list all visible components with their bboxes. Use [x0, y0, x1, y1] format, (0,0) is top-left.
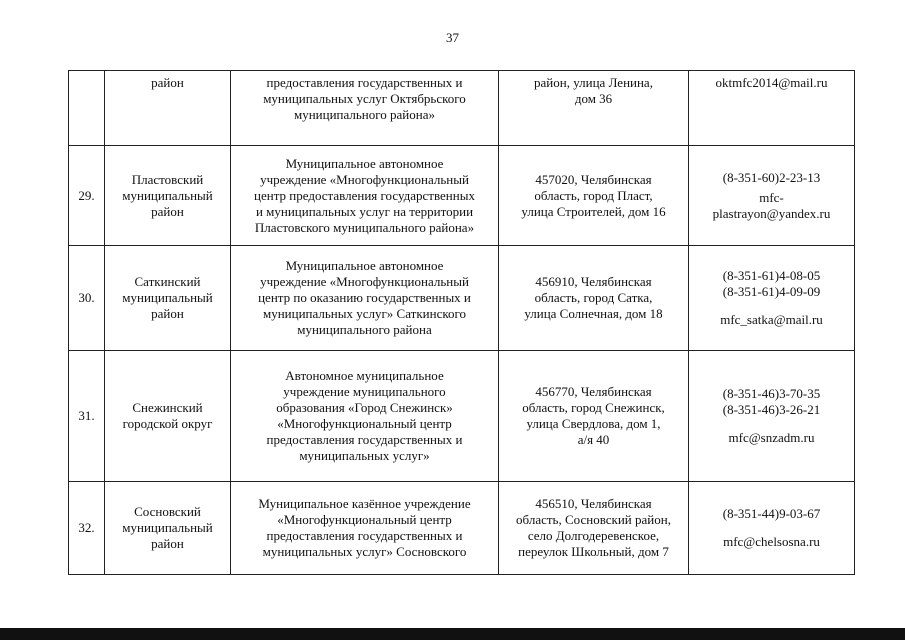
district-cell — [105, 71, 231, 146]
contacts-cell — [689, 482, 855, 575]
contacts-cell — [689, 71, 855, 146]
district-line: муниципальный — [122, 520, 213, 535]
address-line: дом 36 — [574, 91, 613, 106]
row-number-cell — [69, 246, 105, 351]
district-line: район — [151, 203, 184, 219]
contacts-cell — [689, 351, 855, 482]
address-line: область, город Пласт, — [534, 187, 653, 203]
row-number-cell — [69, 146, 105, 246]
email-text: mfc- — [759, 189, 784, 205]
phone-text: (8-351-61)4-08-05 — [722, 268, 821, 283]
address-line: переулок Школьный, дом 7 — [518, 544, 669, 559]
district-line: Снежинский — [132, 400, 203, 415]
address-line: область, город Сатка, — [534, 290, 653, 305]
mfc-registry-table — [68, 70, 855, 575]
address-line: область, Сосновский район, — [516, 512, 671, 527]
row-number-cell — [69, 482, 105, 575]
district-cell — [105, 146, 231, 246]
district-cell — [105, 246, 231, 351]
district-line: район — [151, 306, 184, 321]
institution-line: предоставления государственных и — [266, 528, 463, 543]
address-cell — [499, 482, 689, 575]
address-line: область, город Снежинск, — [522, 400, 665, 415]
address-line: 456910, Челябинская — [535, 274, 652, 289]
page-number: 37 — [446, 30, 459, 45]
institution-line: муниципального района — [297, 322, 432, 337]
institution-cell — [231, 351, 499, 482]
institution-cell — [231, 246, 499, 351]
institution-line: муниципальных услуг» — [299, 448, 430, 463]
address-line: 456510, Челябинская — [535, 496, 652, 511]
district-line: муниципальный — [122, 290, 213, 305]
contacts-cell — [689, 146, 855, 246]
institution-line: Муниципальное автономное — [285, 155, 444, 171]
institution-line: предоставления государственных и — [266, 432, 463, 447]
scan-edge-bar — [0, 628, 905, 640]
table-row — [69, 482, 855, 575]
institution-line: муниципальных услуг» Сосновского — [262, 544, 467, 559]
row-number: 32. — [78, 520, 95, 535]
institution-line: Пластовского муниципального района» — [254, 219, 475, 235]
institution-line: учреждение «Многофункциональный — [260, 274, 469, 289]
district-line: городской округ — [122, 416, 213, 431]
row-number: 31. — [78, 408, 95, 423]
institution-cell — [231, 71, 499, 146]
district-cell — [105, 351, 231, 482]
institution-line: образования «Город Снежинск» — [276, 400, 453, 415]
address-line: а/я 40 — [577, 432, 610, 447]
institution-cell — [231, 482, 499, 575]
phone-text: (8-351-60)2-23-13 — [722, 169, 821, 185]
phone-text: (8-351-46)3-70-35 — [722, 386, 821, 401]
address-cell — [499, 71, 689, 146]
address-line: улица Солнечная, дом 18 — [524, 306, 663, 321]
institution-line: муниципального района» — [294, 107, 435, 122]
table-row — [69, 351, 855, 482]
email-text: mfc@chelsosna.ru — [723, 534, 820, 549]
institution-line: Муниципальное казённое учреждение — [258, 496, 471, 511]
institution-line: «Многофункциональный центр — [277, 512, 452, 527]
district-cell — [105, 482, 231, 575]
email-text: mfc_satka@mail.ru — [720, 312, 823, 327]
row-number: 29. — [78, 187, 95, 203]
row-number-cell — [69, 71, 105, 146]
address-line: село Долгодеревенское, — [527, 528, 660, 543]
address-cell — [499, 351, 689, 482]
table-row — [69, 246, 855, 351]
table-row — [69, 71, 855, 146]
contacts-cell — [689, 246, 855, 351]
institution-line: «Многофункциональный центр — [277, 416, 452, 431]
district-line: муниципальный — [122, 187, 213, 203]
institution-line: и муниципальных услуг на территории — [255, 203, 474, 219]
row-number: 30. — [78, 290, 95, 305]
district-line: район — [151, 536, 184, 551]
phone-text: (8-351-46)3-26-21 — [722, 402, 821, 417]
address-cell — [499, 146, 689, 246]
address-line: 456770, Челябинская — [535, 384, 652, 399]
district-line: Сосновский — [134, 504, 201, 519]
district-line: Саткинский — [134, 274, 201, 289]
institution-line: муниципальных услуг Октябрьского — [263, 91, 466, 106]
address-line: улица Свердлова, дом 1, — [526, 416, 661, 431]
row-number-cell — [69, 351, 105, 482]
institution-line: муниципальных услуг» Саткинского — [262, 306, 467, 321]
email-text: mfc@snzadm.ru — [728, 430, 815, 445]
institution-line: предоставления государственных и — [266, 75, 463, 90]
institution-line: Автономное муниципальное — [285, 368, 444, 383]
institution-cell — [231, 146, 499, 246]
address-line: 457020, Челябинская — [535, 171, 652, 187]
table-row — [69, 146, 855, 246]
institution-line: центр по оказанию государственных и — [258, 290, 471, 305]
address-cell — [499, 246, 689, 351]
district-line: Пластовский — [131, 171, 204, 187]
institution-line: учреждение «Многофункциональный — [260, 171, 469, 187]
institution-line: центр предоставления государственных — [254, 187, 475, 203]
phone-text: (8-351-44)9-03-67 — [722, 506, 821, 521]
email-text: oktmfc2014@mail.ru — [715, 75, 828, 90]
email-text: plastrayon@yandex.ru — [712, 205, 831, 221]
phone-text: (8-351-61)4-09-09 — [722, 284, 821, 299]
district-line: район — [151, 75, 184, 90]
address-line: улица Строителей, дом 16 — [521, 203, 666, 219]
institution-line: учреждение муниципального — [283, 384, 446, 399]
institution-line: Муниципальное автономное — [285, 258, 444, 273]
address-line: район, улица Ленина, — [534, 75, 653, 90]
